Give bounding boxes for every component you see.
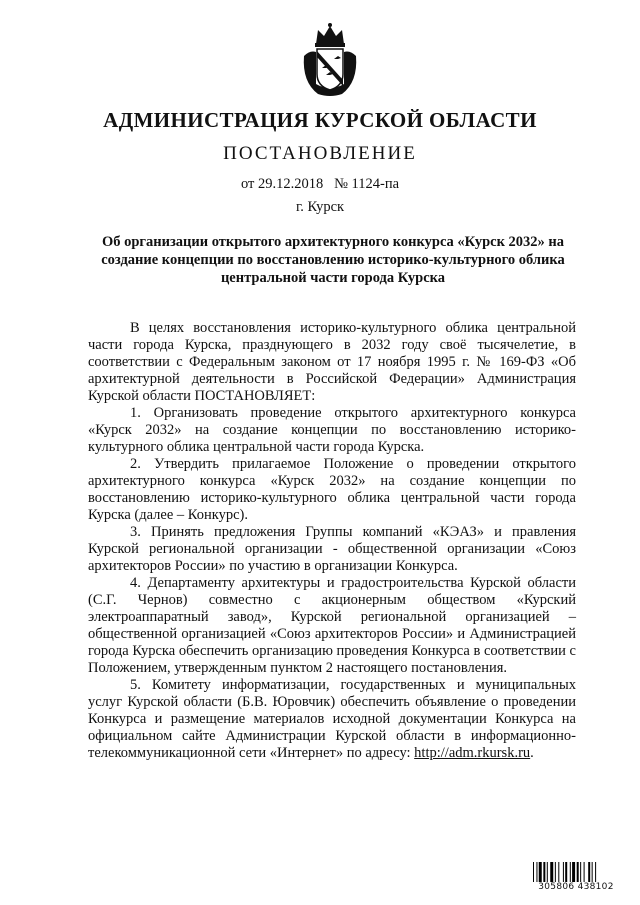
preamble-paragraph: В целях восстановления историко-культурного облика центральной части города Курска, празднующего в 2032 году своё тысячелетие, в соответствии с Федеральным законом от 17 ноября 1995 г. № 169-ФЗ «Об архитектурной деятельности в Российской Федерации» Администрация Курской области ПОСТАНОВЛЯЕТ: (88, 320, 576, 404)
document-type: ПОСТАНОВЛЕНИЕ (223, 143, 417, 164)
item-5-period: . (530, 745, 534, 761)
barcode-bar (570, 862, 571, 884)
document-subject: Об организации открытого архитектурного конкурса «Курск 2032» на создание концепции по восстановлению историко-культурного облика центральной части города Курска (101, 234, 565, 286)
barcode-bar (565, 862, 567, 884)
item-3-paragraph: 3. Принять предложения Группы компаний «КЭАЗ» и правления Курской региональной организации - общественной организации «Союз архитекторов России» по участию в организации Конкурса. (88, 524, 576, 574)
organization-title: АДМИНИСТРАЦИЯ КУРСКОЙ ОБЛАСТИ (103, 108, 537, 132)
barcode-bar (592, 862, 593, 884)
coat-of-arms-icon (300, 22, 360, 98)
barcode-bar (584, 862, 585, 884)
barcode-bar (539, 862, 542, 884)
website-link[interactable]: http://adm.rkursk.ru (414, 745, 531, 761)
barcode-digits: 305806 438102 (532, 882, 620, 892)
document-body (88, 320, 576, 762)
item-5-paragraph (88, 677, 576, 762)
barcode-bar (558, 862, 559, 884)
barcode-bar (577, 862, 579, 884)
item-2-paragraph: 2. Утвердить прилагаемое Положение о проведении открытого архитектурного конкурса «Курск 2032» на создание концепции по восстановлению историко-культурного облика центральной части города Курска (далее – Конкурс). (88, 456, 576, 523)
barcode-bar (536, 862, 537, 884)
barcode-bar (533, 862, 534, 884)
barcode-bar (543, 862, 545, 884)
barcode-bar (547, 862, 548, 884)
item-4-paragraph: 4. Департаменту архитектуры и градостроительства Курской области (С.Г. Чернов) совместно с акционерным обществом «Курский электроаппаратный завод», Курской региональной организацией – общественной организацией «Союз архитекторов России» и Администрацией города Курска обеспечить организацию проведения Конкурса в соответствии с Положением, утвержденным пунктом 2 настоящего постановления. (88, 575, 576, 676)
barcode-bar (572, 862, 575, 884)
barcode-bar (580, 862, 581, 884)
barcode-bar (563, 862, 564, 884)
barcode-bar (550, 862, 553, 884)
item-5-text: 5. Комитету информатизации, государственных и муниципальных услуг Курской области (Б.В. Юровчик) обеспечить объявление о проведении Конкурса и размещение материалов исходной документации Конкурса на официальном сайте Администрации Курской области в информационно-телекоммуникационной сети «Интернет» по адресу: (88, 677, 576, 761)
item-1-paragraph: 1. Организовать проведение открытого архитектурного конкурса «Курск 2032» на создание концепции по восстановлению историко-культурного облика центральной части города Курска. (88, 405, 576, 455)
document-date-number: от 29.12.2018 № 1124-па (240, 176, 400, 192)
barcode-bar (555, 862, 556, 884)
barcode-bar (588, 862, 590, 884)
document-city: г. Курск (295, 199, 345, 215)
barcode-bar (595, 862, 596, 884)
